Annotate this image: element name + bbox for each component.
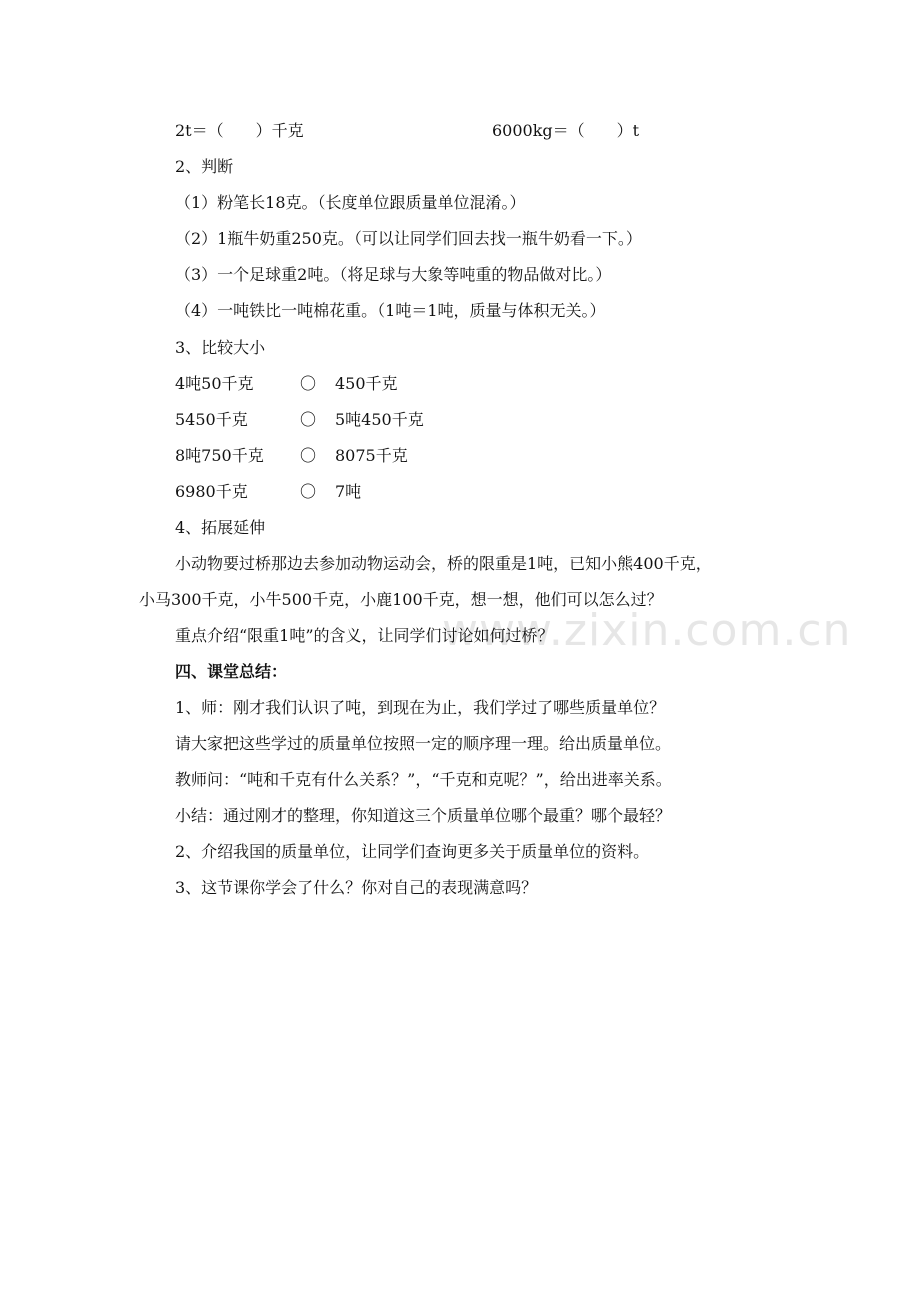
summary-line: 2、介绍我国的质量单位，让同学们查询更多关于质量单位的资料。: [175, 842, 650, 861]
summary-line: 教师问：“吨和千克有什么关系？”，“千克和克呢？”，给出进率关系。: [175, 770, 672, 789]
compare-circle: 〇: [300, 374, 317, 393]
compare-left: 4吨50千克: [175, 374, 254, 393]
compare-circle: 〇: [300, 482, 317, 501]
summary-line: 3、这节课你学会了什么？你对自己的表现满意吗？: [175, 878, 538, 897]
compare-heading: 3、比较大小: [175, 338, 266, 357]
compare-left: 5450千克: [175, 410, 248, 429]
judge-heading: 2、判断: [175, 157, 234, 176]
conversion-left: 2t＝（ ）千克: [175, 121, 304, 140]
compare-circle: 〇: [300, 446, 317, 465]
summary-line: 1、师：刚才我们认识了吨，到现在为止，我们学过了哪些质量单位？: [175, 698, 666, 717]
summary-heading: 四、课堂总结：: [175, 662, 288, 681]
extend-paragraph-line: 小动物要过桥那边去参加动物运动会，桥的限重是1吨，已知小熊400千克，: [175, 554, 712, 573]
compare-right: 7吨: [335, 482, 362, 501]
extend-paragraph-line: 小马300千克，小牛500千克，小鹿100千克，想一想，他们可以怎么过？: [139, 590, 663, 609]
judge-item: （4）一吨铁比一吨棉花重。（1吨＝1吨，质量与体积无关。）: [175, 301, 606, 320]
compare-right: 8075千克: [335, 446, 408, 465]
compare-left: 8吨750千克: [175, 446, 264, 465]
judge-item: （2）1瓶牛奶重250克。（可以让同学们回去找一瓶牛奶看一下。）: [175, 229, 642, 248]
summary-line: 小结：通过刚才的整理，你知道这三个质量单位哪个最重？哪个最轻？: [175, 806, 672, 825]
extend-heading: 4、拓展延伸: [175, 518, 266, 537]
judge-item: （3）一个足球重2吨。（将足球与大象等吨重的物品做对比。）: [175, 265, 612, 284]
summary-line: 请大家把这些学过的质量单位按照一定的顺序理一理。给出质量单位。: [175, 734, 672, 753]
compare-circle: 〇: [300, 410, 317, 429]
watermark: www.zixin.com.cn: [442, 605, 852, 656]
compare-left: 6980千克: [175, 482, 248, 501]
compare-right: 5吨450千克: [335, 410, 424, 429]
compare-right: 450千克: [335, 374, 398, 393]
conversion-right: 6000kg＝（ ）t: [492, 121, 640, 140]
extend-note: 重点介绍“限重1吨”的含义，让同学们讨论如何过桥？: [175, 626, 554, 645]
judge-item: （1）粉笔长18克。（长度单位跟质量单位混淆。）: [175, 193, 526, 212]
